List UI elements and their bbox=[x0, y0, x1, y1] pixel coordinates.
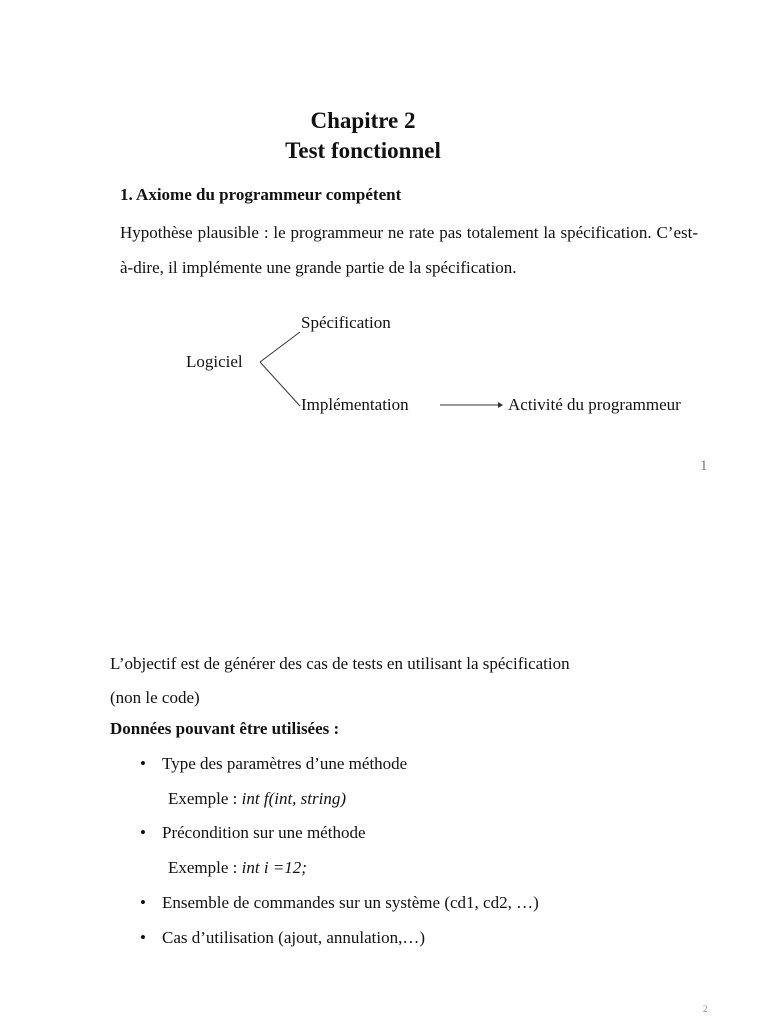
diagram-node-activite: Activité du programmeur bbox=[508, 395, 681, 414]
objective-line-2: (non le code) bbox=[110, 688, 200, 707]
chapter-title: Chapitre 2 bbox=[310, 108, 416, 133]
connector-bottom-line bbox=[260, 362, 300, 406]
hypothesis-paragraph: Hypothèse plausible : le programmeur ne rate pas totalement la spécification. C’est-à-dire, il implémente une grande partie de la spécification. bbox=[120, 223, 698, 277]
connector-top-line bbox=[260, 332, 300, 362]
bullet-icon: • bbox=[140, 754, 146, 773]
chapter-subtitle: Test fonctionnel bbox=[285, 138, 441, 163]
example-code: int f(int, string) bbox=[241, 789, 347, 808]
example-line bbox=[168, 855, 307, 881]
bullet-icon: • bbox=[140, 823, 146, 842]
list-item-text: Cas d’utilisation (ajout, annulation,…) bbox=[162, 928, 425, 947]
list-item bbox=[140, 925, 425, 951]
list-item-text: Type des paramètres d’une méthode bbox=[162, 754, 408, 773]
list-item bbox=[140, 751, 407, 777]
diagram-node-specification: Spécification bbox=[301, 313, 391, 332]
arrowhead-icon bbox=[498, 402, 503, 408]
section-heading: 1. Axiome du programmeur compétent bbox=[120, 185, 402, 204]
example-label: Exemple : bbox=[168, 858, 242, 877]
bullet-icon: • bbox=[140, 928, 146, 947]
page-number-1: 1 bbox=[700, 458, 708, 474]
diagram-node-implementation: Implémentation bbox=[301, 395, 409, 414]
bullet-icon: • bbox=[140, 893, 146, 912]
list-item bbox=[140, 890, 539, 916]
objective-paragraph bbox=[110, 647, 710, 715]
example-code: int i =12; bbox=[241, 858, 307, 877]
page-number-2: 2 bbox=[703, 1004, 708, 1014]
list-item-text: Ensemble de commandes sur un système (cd1, cd2, …) bbox=[162, 893, 539, 912]
example-line bbox=[168, 786, 346, 812]
example-label: Exemple : bbox=[168, 789, 242, 808]
data-heading: Données pouvant être utilisées : bbox=[110, 719, 340, 738]
objective-line-1: L’objectif est de générer des cas de tests en utilisant la spécification bbox=[110, 654, 570, 673]
list-item bbox=[140, 820, 366, 846]
list-item-text: Précondition sur une méthode bbox=[162, 823, 366, 842]
diagram-root-logiciel: Logiciel bbox=[186, 352, 243, 371]
